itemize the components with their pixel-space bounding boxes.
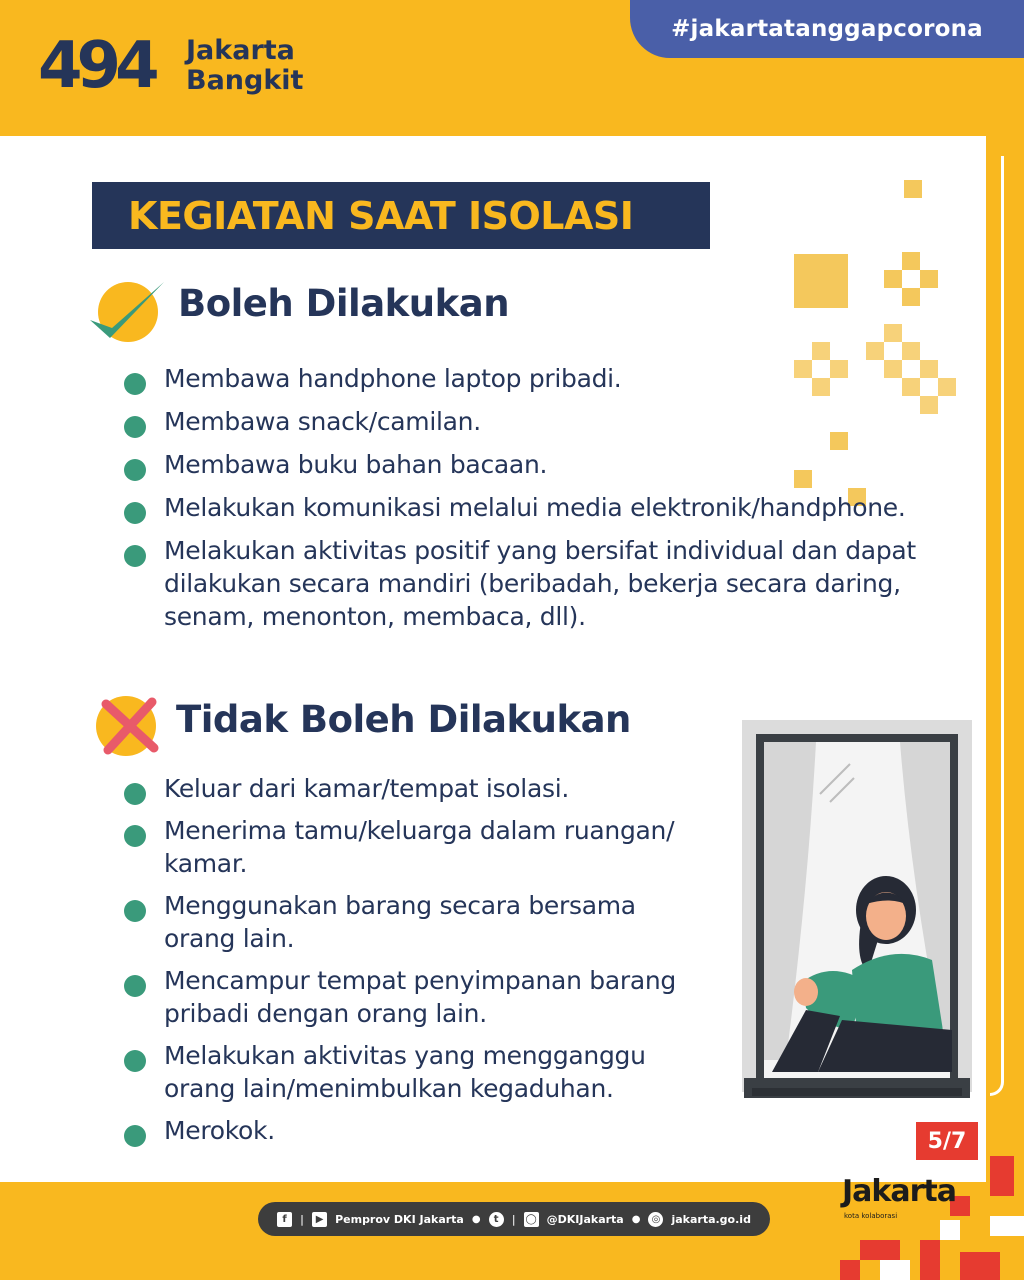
forbidden-item: Mencampur tempat penyimpanan barang pribadi dengan orang lain. xyxy=(124,964,704,1030)
allowed-item: Melakukan aktivitas positif yang bersifat individual dan dapat dilakukan secara mandiri (beribadah, bekerja secara daring, senam, menonton, membaca, dll). xyxy=(124,534,954,633)
page-indicator: 5/7 xyxy=(916,1122,978,1160)
brand-tagline: kota kolaborasi xyxy=(844,1212,898,1220)
allowed-heading: Boleh Dilakukan xyxy=(178,282,510,325)
page-title: KEGIATAN SAAT ISOLASI xyxy=(128,193,634,238)
allowed-item: Membawa snack/camilan. xyxy=(124,405,954,438)
twitter-icon: t xyxy=(489,1212,504,1227)
social-media-footer: f | ▶ Pemprov DKI Jakarta ● t | ◯ @DKIJakarta ● ◎ jakarta.go.id xyxy=(258,1202,770,1236)
logo-line-1: Jakarta xyxy=(186,35,295,66)
forbidden-heading: Tidak Boleh Dilakukan xyxy=(176,698,631,741)
forbidden-item: Merokok. xyxy=(124,1114,704,1147)
allowed-item: Melakukan komunikasi melalui media elektronik/handphone. xyxy=(124,491,954,524)
instagram-icon: ◯ xyxy=(525,1213,537,1225)
facebook-youtube-label: Pemprov DKI Jakarta xyxy=(335,1212,464,1226)
forbidden-item: Keluar dari kamar/tempat isolasi. xyxy=(124,772,704,805)
logo-number: 494 xyxy=(38,29,154,103)
jakarta-brand-logo xyxy=(830,1160,980,1226)
woman-at-window-illustration xyxy=(742,720,972,1112)
checkmark-icon xyxy=(86,280,166,350)
cross-icon xyxy=(92,692,172,762)
jakarta-bangkit-logo xyxy=(38,30,328,102)
website-label: jakarta.go.id xyxy=(671,1212,751,1226)
forbidden-item: Melakukan aktivitas yang mengganggu orang lain/menimbulkan kegaduhan. xyxy=(124,1039,704,1105)
allowed-item: Membawa buku bahan bacaan. xyxy=(124,448,954,481)
forbidden-list xyxy=(124,772,704,1156)
logo-text xyxy=(186,36,303,96)
logo-line-2: Bangkit xyxy=(186,65,304,96)
hashtag-badge: #jakartatanggapcorona xyxy=(630,0,1024,58)
page-title-box xyxy=(92,182,710,249)
allowed-list xyxy=(124,362,954,643)
twitter-instagram-label: @DKIJakarta xyxy=(546,1212,624,1226)
globe-icon: ◎ xyxy=(648,1212,663,1227)
forbidden-item: Menggunakan barang secara bersama orang lain. xyxy=(124,889,704,955)
forbidden-item: Menerima tamu/keluarga dalam ruangan/ kamar. xyxy=(124,814,704,880)
card-outline-decoration xyxy=(990,156,1004,1096)
brand-word: Jakarta xyxy=(842,1174,956,1209)
allowed-item: Membawa handphone laptop pribadi. xyxy=(124,362,954,395)
youtube-icon: ▶ xyxy=(312,1212,327,1227)
facebook-icon: f xyxy=(277,1212,292,1227)
